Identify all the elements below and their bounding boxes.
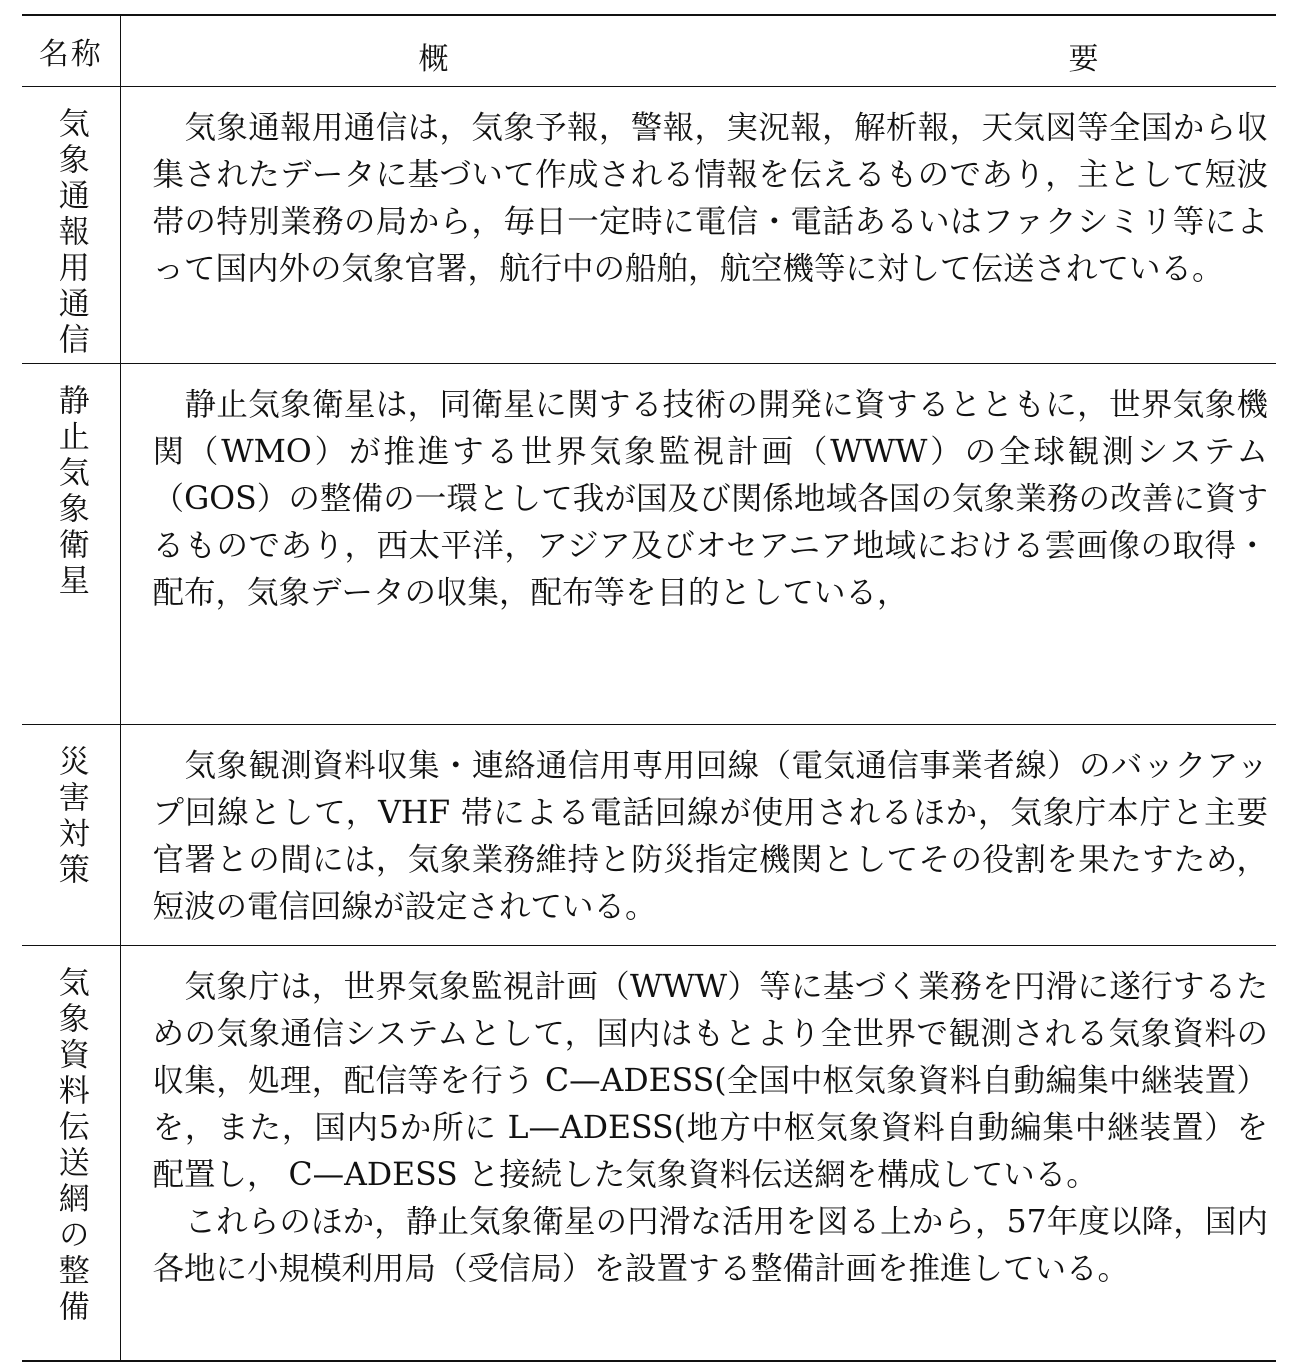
table-row: [22, 364, 1276, 725]
table-row: [22, 87, 1276, 364]
description-header-char-1: 概: [418, 42, 449, 77]
row-name: 気象通報用通信: [52, 107, 89, 359]
row-name: 静止気象衛星: [52, 384, 89, 600]
description-cell: [120, 364, 1276, 725]
name-cell: [22, 725, 120, 946]
description-column-header: [120, 15, 1276, 87]
row-name: 気象資料伝送網の整備: [52, 966, 89, 1326]
description-paragraph: 気象庁は，世界気象監視計画（WWW）等に基づく業務を円滑に遂行するための気象通信システムとして，国内はもとより全世界で観測される気象資料の収集，処理，配信等を行う C—ADESS(全国中枢気象資料自動編集中継装置）を，また，国内5か所に L—ADESS(地方中枢気象資料自動編集中継装置）を配置し， C—ADESS と接続した気象資料伝送網を構成している。: [152, 969, 1268, 1193]
overview-table: [22, 14, 1276, 1362]
table-row: [22, 946, 1276, 1361]
table-header-row: [22, 15, 1276, 87]
description-paragraph: 静止気象衛星は，同衛星に関する技術の開発に資するとともに，世界気象機関（WMO）が推進する世界気象監視計画（WWW）の全球観測システム（GOS）の整備の一環として我が国及び関係地域各国の気象業務の改善に資するものであり，西太平洋，アジア及びオセアニア地域における雲画像の取得・配布，気象データの収集，配布等を目的としている，: [152, 387, 1268, 611]
table-row: [22, 725, 1276, 946]
name-cell: [22, 87, 120, 364]
description-header-char-2: 要: [1068, 42, 1099, 77]
row-name: 災害対策: [52, 745, 89, 889]
name-column-header: 名称: [22, 15, 120, 87]
description-paragraph: 気象通報用通信は，気象予報，警報，実況報，解析報，天気図等全国から収集されたデータに基づいて作成される情報を伝えるものであり，主として短波帯の特別業務の局から，毎日一定時に電信・電話あるいはファクシミリ等によって国内外の気象官署，航行中の船舶，航空機等に対して伝送されている。: [152, 110, 1268, 287]
description-paragraph: 気象観測資料収集・連絡通信用専用回線（電気通信事業者線）のバックアップ回線として，VHF 帯による電話回線が使用されるほか，気象庁本庁と主要官署との間には，気象業務維持と防災指定機関としてその役割を果たすため，短波の電信回線が設定されている。: [152, 748, 1268, 925]
description-paragraph: これらのほか，静止気象衛星の円滑な活用を図る上から，57年度以降，国内各地に小規模利用局（受信局）を設置する整備計画を推進している。: [152, 1204, 1268, 1287]
name-cell: [22, 364, 120, 725]
description-cell: [120, 87, 1276, 364]
name-cell: [22, 946, 120, 1361]
description-cell: [120, 725, 1276, 946]
description-cell: [120, 946, 1276, 1361]
